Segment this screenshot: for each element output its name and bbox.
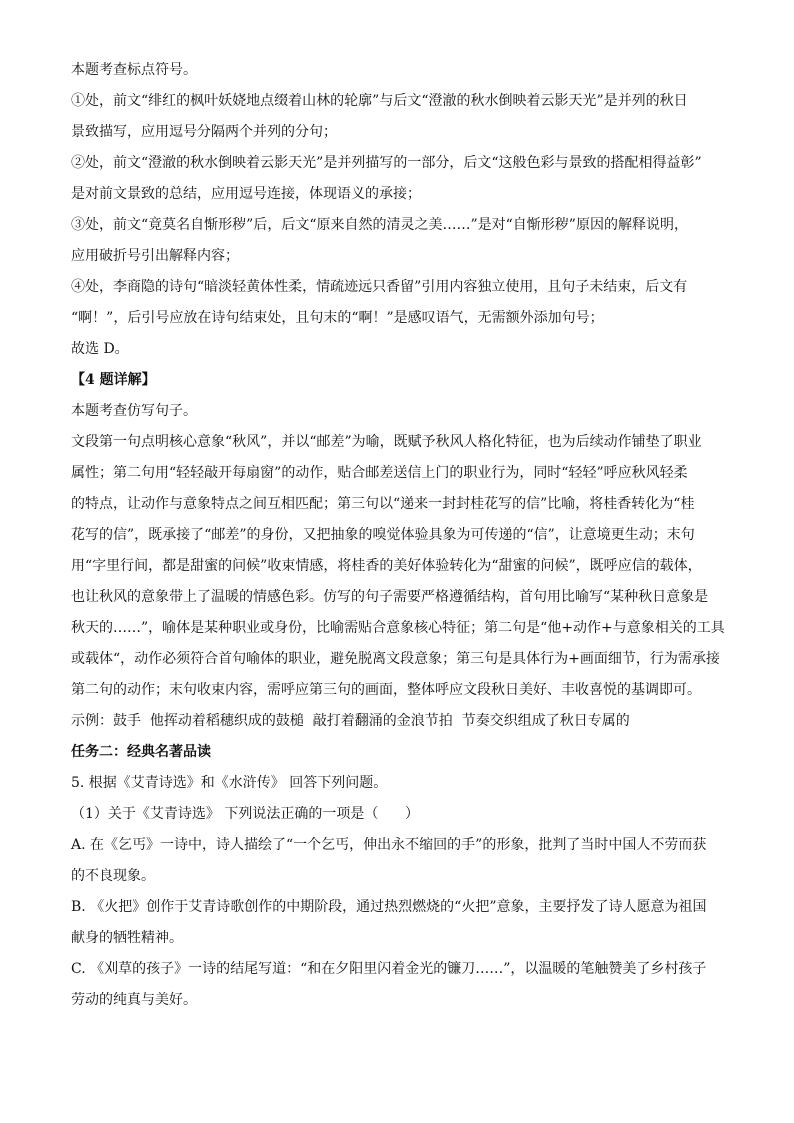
text-line: ④处，李商隐的诗句“暗淡轻黄体性柔，情疏迹远只香留”引用内容独立使用，且句子未结束，后文有	[71, 279, 688, 295]
text-line: 本题考查仿写句子。	[71, 403, 197, 419]
question-line: 5. 根据《艾青诗选》和《水浒传》 回答下列问题。	[71, 775, 388, 791]
option-line: 献身的牺牲精神。	[71, 930, 183, 946]
text-line: 示例：鼓手 他挥动着稻穗织成的鼓槌 敲打着翻涌的金浪节拍 节奏交织组成了秋日专属的	[71, 713, 630, 729]
text-line: 故选 D。	[71, 341, 129, 357]
text-line: 文段第一句点明核心意象“秋风”，并以“邮差”为喻，既赋予秋风人格化特征，也为后续动作铺垫了职业	[71, 434, 702, 450]
text-line: ①处，前文“绯红的枫叶妖娆地点缀着山林的轮廓”与后文“澄澈的秋水倒映着云影天光”是并列的秋日	[71, 93, 688, 109]
text-line: 是对前文景致的总结，应用逗号连接，体现语义的承接；	[71, 186, 421, 202]
text-line: “啊！”，后引号应放在诗句结束处，且句末的“啊！”是感叹语气，无需额外添加句号；	[71, 310, 604, 326]
text-line: 应用破折号引出解释内容；	[71, 248, 239, 264]
text-line: 花写的信”，既承接了“邮差”的身份，又把抽象的嗅觉体验具象为可传递的“信”，让意境更生动；末句	[71, 527, 695, 543]
option-line: C. 《刈草的孩子》一诗的结尾写道：“和在夕阳里闪着金光的镰刀……”，以温暖的笔触赞美了乡村孩子	[71, 961, 707, 977]
text-line: ③处，前文“竟莫名自惭形秽”后，后文“原来自然的清灵之美……”是对“自惭形秽”原因的解释说明，	[71, 217, 688, 233]
option-line: 的不良现象。	[71, 868, 155, 884]
text-line: 景致描写，应用逗号分隔两个并列的分句；	[71, 124, 337, 140]
text-line: 属性；第二句用“轻轻敲开每扇窗”的动作，贴合邮差送信上门的职业行为，同时“轻轻”呼应秋风轻柔	[71, 465, 688, 481]
option-line: 劳动的纯真与美好。	[71, 992, 197, 1008]
text-line: 用“字里行间，都是甜蜜的问候”收束情感，将桂香的美好体验转化为“甜蜜的问候”，既呼应信的载体，	[71, 558, 702, 574]
section-heading: 【4 题详解】	[71, 372, 156, 388]
option-line: A. 在《乞丐》一诗中，诗人描绘了“一个乞丐，伸出永不缩回的手”的形象，批判了当时中国人不劳而获	[71, 837, 707, 853]
text-line: 第二句的动作；末句收束内容，需呼应第三句的画面，整体呼应文段秋日美好、丰收喜悦的基调即可。	[71, 682, 701, 698]
text-line: 的特点，让动作与意象特点之间互相匹配；第三句以“递来一封封桂花写的信”比喻，将桂香转化为“桂	[71, 496, 695, 512]
text-line: 也让秋风的意象带上了温暖的情感色彩。仿写的句子需要严格遵循结构，首句用比喻写“某种秋日意象是	[71, 589, 709, 605]
question-line: （1）关于《艾青诗选》 下列说法正确的一项是（ ）	[71, 806, 420, 822]
option-line: B. 《火把》创作于艾青诗歌创作的中期阶段，通过热烈燃烧的“火把”意象，主要抒发了诗人愿意为祖国	[71, 899, 707, 915]
text-line: 或载体“，动作必须符合首句喻体的职业，避免脱离文段意象；第三句是具体行为+画面细节，行为需承接	[71, 651, 720, 667]
text-line: 秋天的……”，喻体是某种职业或身份，比喻需贴合意象核心特征；第二句是“他+动作+与意象相关的工具	[71, 620, 725, 636]
text-line: 本题考查标点符号。	[71, 62, 197, 78]
text-line: ②处，前文“澄澈的秋水倒映着云影天光”是并列描写的一部分，后文“这般色彩与景致的搭配相得益彰”	[71, 155, 702, 171]
section-heading: 任务二：经典名著品读	[71, 744, 211, 760]
